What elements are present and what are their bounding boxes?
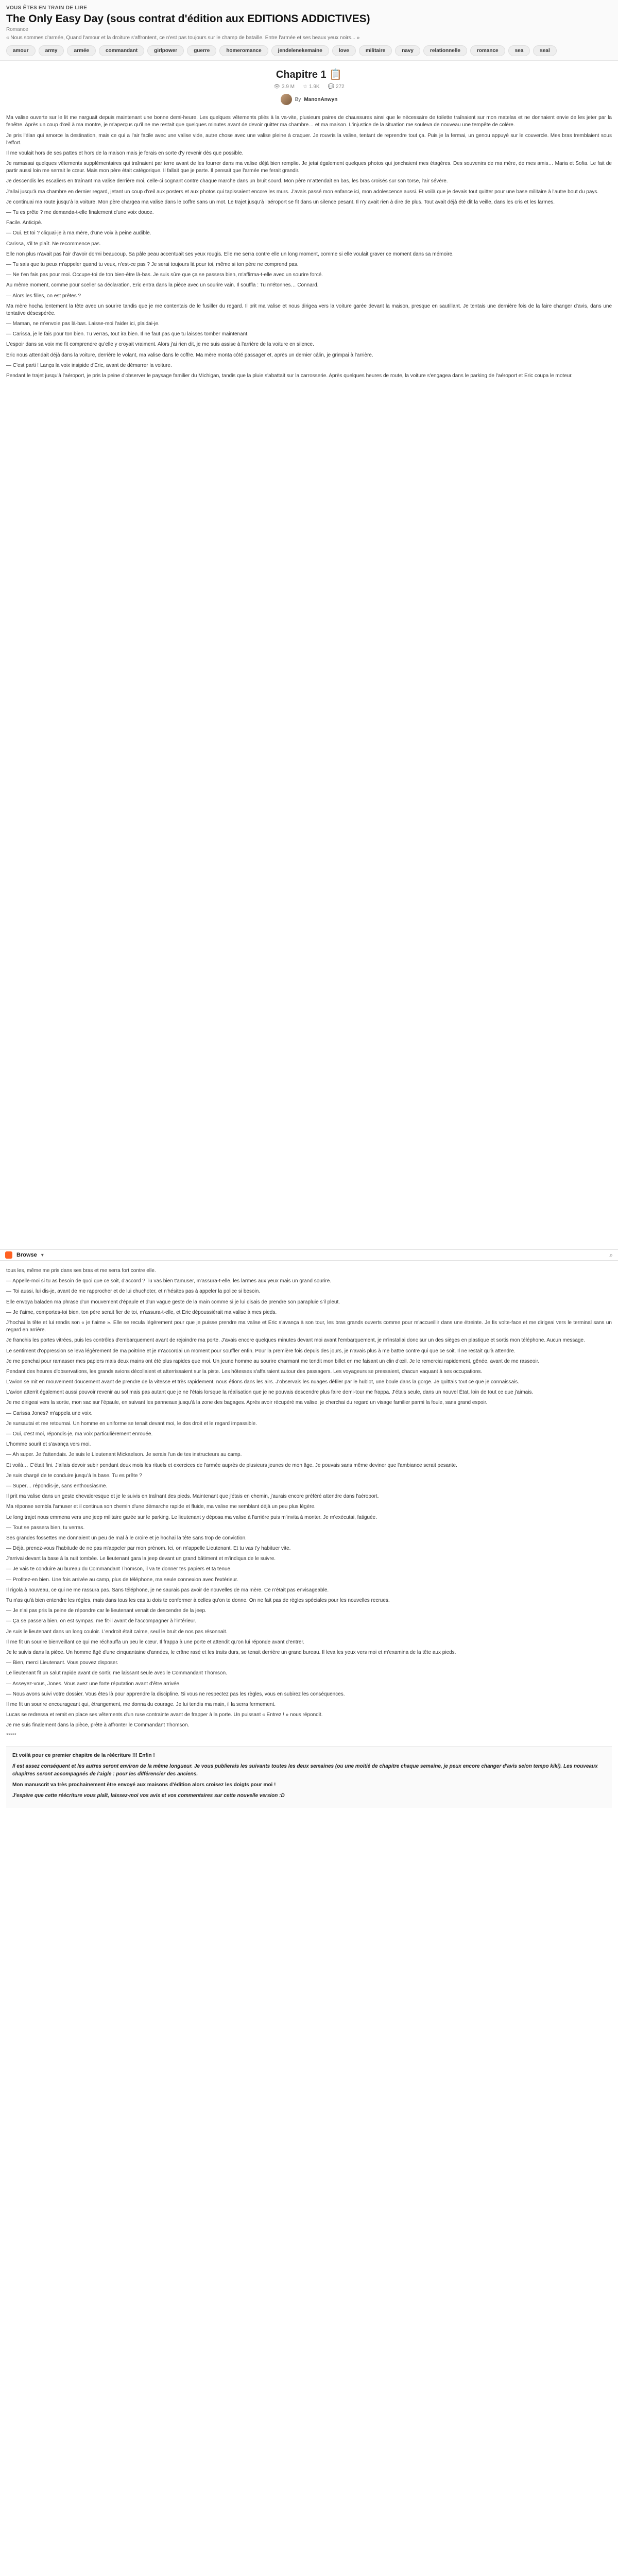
paragraph: — Je t'aime, comportes-toi bien, ton père serait fier de toi, m'assura-t-elle, et Eric dépoussiérait ma valise à mes pieds. — [6, 1309, 277, 1315]
paragraph: Pendant le trajet jusqu'à l'aéroport, je pris la peine d'observer le paysage familier du Michigan, tandis que la pluie s'abattait sur la carrosserie. Après quelques heures de route, la voiture s'engagea dans le parking de l'aéroport et Eric coupa le moteur. — [6, 373, 573, 379]
author-note-line-3: Mon manuscrit va très prochainement être envoyé aux maisons d'édition alors croisez les doigts pour moi ! — [12, 1782, 276, 1788]
tag-chip[interactable]: sea — [508, 45, 530, 56]
votes-count: 1.9K — [308, 84, 320, 90]
browse-menu-button[interactable]: Browse — [16, 1252, 37, 1258]
paragraph: Je continuai ma route jusqu'à la voiture. Mon père chargea ma valise dans le coffre sans un mot. Le trajet jusqu'à l'aéroport se fit dans un silence pesant. Il n'y avait rien à dire de plus. Tout avait déjà été dit la veille, dans les cris et les larmes. — [6, 199, 555, 205]
paragraph: J'arrivai devant la base à la nuit tombée. Le lieutenant gara la jeep devant un grand bâtiment et m'indiqua de le suivre. — [6, 1556, 276, 1562]
paragraph: Je me suis finalement dans la pièce, prête à affronter le Commandant Thomson. — [6, 1722, 190, 1728]
paragraph: — Profitez-en bien. Une fois arrivée au camp, plus de téléphone, ma seule connexion avec l'extérieur. — [6, 1577, 238, 1583]
tag-chip[interactable]: romance — [470, 45, 505, 56]
comments-count: 272 — [336, 84, 345, 90]
paragraph: J'hochai la tête et lui rendis son « je t'aime ». Elle se recula légèrement pour que je puisse prendre ma valise et Eric s'avança à son tour, les bras grands ouverts comme pour m'accueillir dans une étreinte. Je fis volte-face et me dirigeai vers le terminal sans un regard en arrière. — [6, 1319, 612, 1333]
tag-chip[interactable]: army — [39, 45, 64, 56]
paragraph: L'avion se mit en mouvement doucement avant de prendre de la vitesse et très rapidement, nous étions dans les airs. J'observais les nuages défiler par le hublot, une boule dans la gorge. Je quittais tout ce que je connaissais. — [6, 1379, 520, 1385]
chapter-content-continued — [0, 1262, 618, 1808]
tag-chip[interactable]: militaire — [359, 45, 392, 56]
paragraph: Je me penchai pour ramasser mes papiers mais deux mains ont été plus rapides que moi. Un jeune homme au sourire charmant me tendit mon billet en me faisant un clin d'œil. Je le remerciai rapidement, gênée, avant de me rasseoir. — [6, 1358, 540, 1364]
paragraph: — Déjà, prenez-vous l'habitude de ne pas m'appeler par mon prénom. Ici, on m'appelle Lieutenant. Et tu vas t'y habituer vite. — [6, 1546, 291, 1552]
paragraph: Facile. Anticipé. — [6, 220, 43, 226]
tag-chip[interactable]: commandant — [99, 45, 144, 56]
paragraph: Il me voulait hors de ses pattes et hors de la maison mais je ferais en sorte d'y revenir dès que possible. — [6, 150, 244, 156]
star-icon: ☆ — [303, 84, 307, 90]
chapter-text-part-1 — [6, 114, 612, 380]
paragraph: Eric nous attendait déjà dans la voiture, derrière le volant, ma valise dans le coffre. Ma mère monta côté passager et, après un dernier câlin, je grimpai à l'arrière. — [6, 352, 373, 358]
paragraph: L'avion atterrit également aussi pouvoir revenir au sol mais pas autant que je ne l'étais lorsque la réalisation que je ne pouvais descendre plus faire demi-tour me frappa. J'étais seule, dans un nouvel État, loin de tout ce que j'aimais. — [6, 1389, 534, 1396]
paragraph: J'allai jusqu'à ma chambre en dernier regard, jetant un coup d'œil aux posters et aux photos qui tapissaient encore les murs. J'avais passé mon enfance ici, mon adolescence aussi. Et voilà que je devais tout quitter pour une base militaire à l'autre bout du pays. — [6, 189, 599, 195]
tag-chip[interactable]: seal — [533, 45, 556, 56]
paragraph: — Ça se passera bien, on est sympas, me fit-il avant de l'accompagner à l'intérieur. — [6, 1618, 196, 1624]
paragraph: Lucas se redressa et remit en place ses vêtements d'un ruse contrainte avant de frapper à la porte. Un puissant « Entrez ! » nous répondit. — [6, 1712, 323, 1718]
paragraph: Au même moment, comme pour sceller sa déclaration, Eric entra dans la pièce avec un sourire vain. Il souffla : Tu m'étonnes… Connard. — [6, 282, 319, 289]
paragraph: Je pris l'élan qui amorce la destination, mais ce qui a l'air facile avec une valise vide, autre chose avec une valise pleine à craquer. Je rouvris la valise, tentant de reprendre tout ça. Puis je la fermai, un genou appuyé sur le couvercle. Mes bras tremblaient sous l'effort. — [6, 132, 612, 146]
comment-icon: 💬 — [328, 84, 335, 90]
tag-chip[interactable]: navy — [395, 45, 420, 56]
paragraph: Ma réponse sembla l'amuser et il continua son chemin d'une démarche rapide et fluide, ma valise me semblant déjà un peu plus légère. — [6, 1504, 316, 1510]
paragraph: Le long trajet nous emmena vers une jeep militaire garée sur le parking. Le lieutenant y déposa ma valise à l'arrière puis m'invita à monter. Je m'exécutai, fatiguée. — [6, 1514, 377, 1520]
paragraph: — Tout se passera bien, tu verras. — [6, 1524, 85, 1531]
paragraph: Pendant des heures d'observations, les grands avions décollaient et atterrissaient sur la piste. Les hôtesses s'affairaient autour des passagers. Les voyageurs se pressaient, chacun vaquant à ses occupations. — [6, 1368, 483, 1375]
paragraph: — C'est parti ! Lança la voix insipide d'Eric, avant de démarrer la voiture. — [6, 362, 172, 368]
chapter-title: Chapitre 1 📋 — [276, 69, 342, 81]
paragraph: Je suis le lieutenant dans un long couloir. L'endroit était calme, seul le bruit de nos pas résonnait. — [6, 1629, 228, 1635]
paragraph: — Tu sais que tu peux m'appeler quand tu veux, n'est-ce pas ? Je serai toujours là pour toi, même si ton père ne comprend pas. — [6, 261, 299, 267]
author-note-line-4: J'espère que cette réécriture vous plaît, laissez-moi vos avis et vos commentaires sur cette nouvelle version :D — [12, 1792, 285, 1799]
chapter-header — [0, 61, 618, 109]
paragraph: — Super… répondis-je, sans enthousiasme. — [6, 1483, 108, 1489]
paragraph: — Je vais te conduire au bureau du Commandant Thomson, il va te donner tes papiers et ta tenue. — [6, 1566, 232, 1572]
paragraph: Ma mère hocha lentement la tête avec un sourire tandis que je me contentais de le fusiller du regard. Il prit ma valise et nous dirigea vers la voiture garée devant la maison, presque en sautillant. Je tentais une dernière fois de la faire changer d'avis, dans une tentative désespérée. — [6, 303, 612, 316]
author-note — [6, 1746, 612, 1808]
tag-chip[interactable]: love — [332, 45, 356, 56]
paragraph: — Asseyez-vous, Jones. Vous avez une forte réputation avant d'être arrivée. — [6, 1681, 181, 1687]
paragraph: — Toi aussi, lui dis-je, avant de me rapprocher et de lui chuchoter, et n'hésites pas à appeler la police si besoin. — [6, 1289, 261, 1295]
paragraph: Ma valise ouverte sur le lit me narguait depuis maintenant une bonne demi-heure. Les quelques vêtements pliés à la va-vite, plusieurs paires de chaussures ainsi que le nécessaire de toilette traînaient sur mon matelas et ne donnaient envie de les jeter par la fenêtre. Après un coup d'œil à ma montre, je m'aperçus qu'il ne me restait que quelques minutes avant de devoir quitter ma chambre… et ma maison. L'injustice de la situation me souleva de nouveau une tempête de colère. — [6, 115, 612, 128]
paragraph: — Alors les filles, on est prêtes ? — [6, 293, 81, 299]
story-category[interactable]: Romance — [6, 27, 28, 33]
story-title[interactable]: The Only Easy Day (sous contrat d'édition aux EDITIONS ADDICTIVES) — [6, 13, 370, 25]
author-note-line-1: Et voilà pour ce premier chapitre de la réécriture !!! Enfin ! — [12, 1752, 155, 1758]
tag-chip[interactable]: relationnelle — [423, 45, 467, 56]
paragraph: — Maman, ne m'envoie pas là-bas. Laisse-moi l'aider ici, plaidai-je. — [6, 321, 160, 327]
chapter-content — [0, 109, 618, 380]
paragraph: Je sursautai et me retournai. Un homme en uniforme se tenait devant moi, le dos droit et le regard impassible. — [6, 1420, 257, 1427]
search-icon[interactable]: ⌕ — [609, 1251, 613, 1259]
paragraph: ***** — [6, 1733, 16, 1739]
paragraph: — Carissa, je le fais pour ton bien. Tu verras, tout ira bien. Il ne faut pas que tu laisses tomber maintenant. — [6, 331, 249, 337]
paragraph: Le lieutenant fit un salut rapide avant de sortir, me laissant seule avec le Commandant Thomson. — [6, 1670, 227, 1676]
tag-chip[interactable]: guerre — [187, 45, 216, 56]
paragraph: Je ramassai quelques vêtements supplémentaires qui traînaient par terre avant de les fourrer dans ma valise déjà bien remplie. Je jetai également quelques photos qui jonchaient mes étagères. Des souvenirs de ma mère, de mes amis… Maria et Sofia. Le fait de partir aussi loin me serrait le cœur. Mais mon père était catégorique. Il fallait que je parte. Il pensait que l'armée me ferait grandir. — [6, 161, 612, 174]
story-header — [0, 0, 618, 61]
author-note-line-2: Il est assez conséquent et les autres seront environ de la même longueur. Je vous publierais les suivants toutes les deux semaines (ou une moitié de chapitre chaque semaine, je peux encore changer d'avis selon tempo kiki). Les nouveaux chapitres seront accompagnés de l'aigle : pour les différencier des anciens. — [12, 1763, 598, 1777]
paragraph: — Appelle-moi si tu as besoin de quoi que ce soit, d'accord ? Tu vas bien t'amuser, m'assura-t-elle, les larmes aux yeux mais un grand sourire. — [6, 1278, 332, 1284]
author-link[interactable]: ManonAnwyn — [304, 96, 338, 103]
paragraph: — Tu es prête ? me demanda-t-elle finalement d'une voix douce. — [6, 210, 154, 216]
tag-chip[interactable]: jendelenekemaine — [271, 45, 329, 56]
tag-chip[interactable]: armée — [67, 45, 95, 56]
paragraph: — Ah super. Je t'attendais. Je suis le Lieutenant Mickaelson. Je serais l'un de tes instructeurs au camp. — [6, 1452, 242, 1458]
bottom-nav-bar — [0, 1249, 618, 1261]
paragraph: — Ne t'en fais pas pour moi. Occupe-toi de ton bien-être là-bas. Je suis sûre que ça se passera bien, m'affirma-t-elle avec un sourire forcé. — [6, 272, 323, 278]
paragraph: Elle non plus n'avait pas l'air d'avoir dormi beaucoup. Sa pâle peau accentuait ses yeux rougis. Elle me serra contre elle un long moment, comme si elle voulait graver ce moment dans sa mémoire. — [6, 251, 454, 257]
paragraph: Il me fit un sourire encourageant qui, étrangement, me donna du courage. Je lui tendis ma main, il la serra fermement. — [6, 1701, 276, 1707]
paragraph: Le sentiment d'oppression se leva légèrement de ma poitrine et je m'accordai un moment pour souffler enfin. Pour la première fois depuis des jours, je n'avais plus à me battre contre qui que ce soit. Il ne restait qu'à attendre. — [6, 1348, 516, 1354]
reading-kicker: VOUS ÊTES EN TRAIN DE LIRE — [6, 5, 88, 11]
tag-chip[interactable]: amour — [6, 45, 36, 56]
chevron-down-icon[interactable]: ▾ — [41, 1252, 44, 1258]
paragraph: — Bien, merci Lieutenant. Vous pouvez disposer. — [6, 1660, 118, 1666]
paragraph: Il prit ma valise dans un geste chevaleresque et je le suivis en traînant des pieds. Maintenant que j'étais en chemin, j'aurais encore préféré attendre dans l'aéroport. — [6, 1494, 379, 1500]
paragraph: Et voilà… C'était fini. J'allais devoir subir pendant deux mois les rituels et exercices de l'armée auprès de plusieurs jeunes de mon âge. Je pouvais sans même deviner que l'ambiance serait pesante. — [6, 1462, 457, 1468]
avatar[interactable] — [281, 94, 292, 105]
paragraph: Elle envoya baladen ma phrase d'un mouvement d'épaule et d'un vague geste de la main comme si je lui disais de prendre son parapluie s'il pleut. — [6, 1299, 340, 1305]
paragraph: L'homme sourit et s'avança vers moi. — [6, 1442, 91, 1448]
author-prefix: By — [295, 96, 301, 103]
paragraph: Il rigola à nouveau, ce qui ne me rassura pas. Sans téléphone, je ne saurais pas avoir de nouvelles de ma mère. Ce n'était pas envisageable. — [6, 1587, 329, 1593]
reads-stat — [273, 84, 295, 90]
votes-stat — [303, 84, 320, 90]
paragraph: — Carissa Jones? m'appela une voix. — [6, 1410, 93, 1416]
reads-count: 3.9 M — [282, 84, 295, 90]
paragraph: — Oui, c'est moi, répondis-je, ma voix particulièrement enrouée. — [6, 1431, 153, 1437]
story-blurb: « Nous sommes d'armée, Quand l'amour et la droiture s'affrontent, ce n'est pas toujours sur le champ de bataille. Entre l'armée et ses beaux yeux noirs... » — [6, 35, 360, 41]
chapter-stats — [0, 84, 618, 90]
paragraph: — Nous avons suivi votre dossier. Vous êtes là pour apprendre la discipline. Si vous ne respectez pas les règles, vous en subirez les conséquences. — [6, 1691, 345, 1697]
paragraph: tous les, même me pris dans ses bras et me serra fort contre elle. — [6, 1268, 156, 1274]
author-row — [0, 94, 618, 105]
paragraph: Je descendis les escaliers en traînant ma valise derrière moi, celle-ci cognant contre chaque marche dans un bruit sourd. Mon père m'attendait en bas, les bras croisés sur son torse, l'air sévère. — [6, 178, 448, 184]
paragraph: L'espoir dans sa voix me fit comprendre qu'elle y croyait vraiment. Alors j'ai rien dit, je me suis assise à l'arrière de la voiture en silence. — [6, 342, 314, 348]
paragraph: Je suis chargé de te conduire jusqu'à la base. Tu es prête ? — [6, 1472, 142, 1479]
paragraph: — Oui. Et toi ? cliquai-je à ma mère, d'une voix à peine audible. — [6, 230, 151, 236]
tag-chip[interactable]: homeromance — [219, 45, 268, 56]
paragraph: — Je n'ai pas pris la peine de répondre car le lieutenant venait de descendre de la jeep. — [6, 1608, 207, 1614]
tag-list — [6, 45, 612, 56]
wattpad-logo-icon[interactable] — [5, 1251, 12, 1259]
paragraph: Il me fit un sourire bienveillant ce qui me réchauffa un peu le cœur. Il frappa à une porte et attendit qu'on lui réponde avant d'entrer. — [6, 1639, 304, 1645]
paragraph: Carissa, s'il te plaît. Ne recommence pas. — [6, 241, 101, 247]
paragraph: Je me dirigeai vers la sortie, mon sac sur l'épaule, en suivant les panneaux jusqu'à la zone des bagages. Après avoir récupéré ma valise, je cherchai du regard un visage familier parmi la foule, sans grand espoir. — [6, 1400, 488, 1406]
chapter-text-part-2 — [6, 1267, 612, 1740]
paragraph: Je le suivis dans la pièce. Un homme âgé d'une cinquantaine d'années, le crâne rasé et les traits durs, se tenait derrière un grand bureau. Il leva les yeux vers moi et m'examina de la tête aux pieds. — [6, 1649, 456, 1655]
paragraph: Tu n'as qu'à bien entendre les règles, mais dans tous les cas tu dois te conformer à celles qu'on te donne. On ne fait pas de règles spéciales pour les nouvelles recrues. — [6, 1598, 390, 1603]
paragraph: Je franchis les portes vitrées, puis les contrôles d'embarquement avant de rejoindre ma porte. J'avais encore quelques minutes devant moi avant l'embarquement, je m'installai donc sur un des sièges en plastique et sortis mon téléphone. Aucun message. — [6, 1337, 585, 1344]
comments-stat — [328, 84, 345, 90]
tag-chip[interactable]: girlpower — [147, 45, 184, 56]
eye-icon: 👁 — [273, 84, 280, 90]
paragraph: Ses grandes fossettes me donnaient un peu de mal à le croire et je hochai la tête sans trop de conviction. — [6, 1535, 247, 1541]
